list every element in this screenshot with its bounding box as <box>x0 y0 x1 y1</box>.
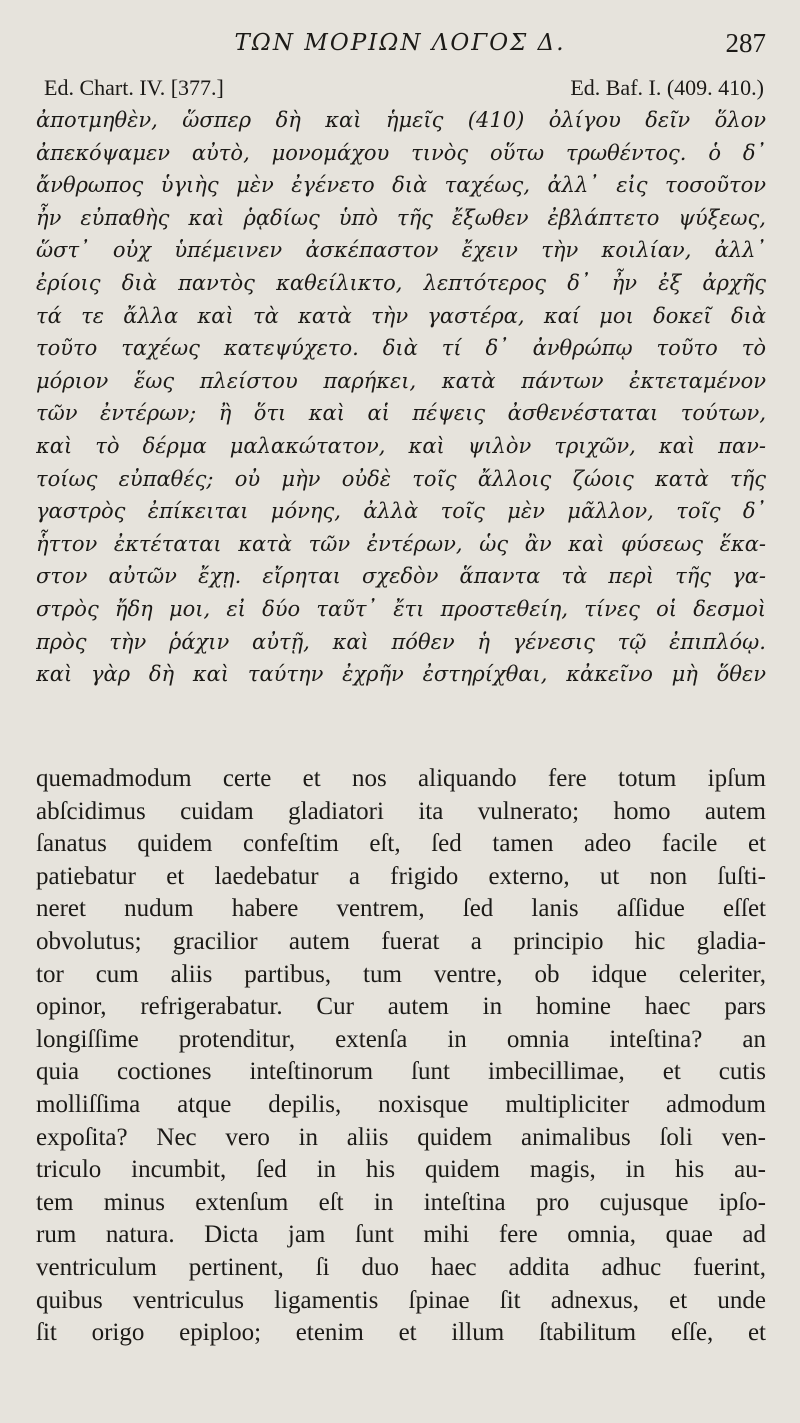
latin-line: ſit origo epiploo; etenim et illum ſtabilitum eſſe, et <box>36 1319 766 1347</box>
edition-reference-line <box>44 75 764 105</box>
latin-line: opinor, refrigerabatur. Cur autem in homine haec pars <box>36 993 766 1021</box>
greek-line: τά τε ἄλλα καὶ τὰ κατὰ τὴν γαστέρα, καί μοι δοκεῖ διὰ <box>36 303 766 328</box>
greek-line: στρὸς ἤδη μοι, εἰ δύο ταῦτ᾽ ἔτι προστεθείη, τίνες οἱ δεσμοὶ <box>36 596 766 621</box>
greek-line: καὶ γὰρ δὴ καὶ ταύτην ἐχρῆν ἐστηρίχθαι, κἀκεῖνο μὴ ὅθεν <box>36 662 766 687</box>
running-head <box>0 30 800 60</box>
greek-line: ἐρίοις διὰ παντὸς καθείλικτο, λεπτότερος δ᾽ ἦν ἐξ ἀρχῆς <box>36 270 766 295</box>
latin-translation-block <box>36 763 766 1350</box>
greek-line: καὶ τὸ δέρμα μαλακώτατον, καὶ ψιλὸν τριχῶν, καὶ παν- <box>36 433 766 458</box>
greek-line: στον αὐτῶν ἔχῃ. εἴρηται σχεδὸν ἅπαντα τὰ περὶ τῆς γα- <box>36 564 766 589</box>
greek-line: ὥστ᾽ οὐχ ὑπέμεινεν ἀσκέπαστον ἔχειν τὴν κοιλίαν, ἀλλ᾽ <box>36 238 766 263</box>
latin-line: rum natura. Dicta jam ſunt mihi fere omnia, quae ad <box>36 1221 766 1249</box>
latin-line: triculo incumbit, ſed in his quidem magis, in his au- <box>36 1156 766 1184</box>
latin-line: molliſſima atque depilis, noxisque multipliciter admodum <box>36 1090 766 1118</box>
edition-chart-reference: Ed. Chart. IV. [377.] <box>44 75 224 100</box>
greek-line: ἦν εὐπαθὴς καὶ ῥᾳδίως ὑπὸ τῆς ἔξωθεν ἐβλάπτετο ψύξεως, <box>36 205 766 230</box>
greek-line: τῶν ἐντέρων; ἢ ὅτι καὶ αἱ πέψεις ἀσθενέσταται τούτων, <box>36 401 766 426</box>
latin-line: longiſſime protenditur, extenſa in omnia inteſtina? an <box>36 1025 766 1053</box>
latin-line: neret nudum habere ventrem, ſed lanis aſſidue eſſet <box>36 895 766 923</box>
latin-line: abſcidimus cuidam gladiatori ita vulnerato; homo autem <box>36 797 766 825</box>
latin-line: patiebatur et laedebatur a frigido externo, ut non ſuſti- <box>36 862 766 890</box>
greek-line: πρὸς τὴν ῥάχιν αὐτῇ, καὶ πόθεν ἡ γένεσις τῷ ἐπιπλόῳ. <box>36 629 766 654</box>
latin-line: quibus ventriculus ligamentis ſpinae ſit adnexus, et unde <box>36 1286 766 1314</box>
greek-line: ἧττον ἐκτέταται κατὰ τῶν ἐντέρων, ὡς ἂν καὶ φύσεως ἕκα- <box>36 531 766 556</box>
latin-line: ventriculum pertinent, ſi duo haec addita adhuc fuerint, <box>36 1253 766 1281</box>
greek-line: γαστρὸς ἐπίκειται μόνης, ἀλλὰ τοῖς μὲν μᾶλλον, τοῖς δ᾽ <box>36 499 766 524</box>
running-title: ΤΩΝ ΜΟΡΙΩΝ ΛΟΓΟΣ Δ. <box>234 30 566 56</box>
greek-text-block <box>36 104 766 691</box>
latin-line: obvolutus; gracilior autem fuerat a principio hic gladia- <box>36 927 766 955</box>
latin-line: tor cum aliis partibus, tum ventre, ob idque celeriter, <box>36 960 766 988</box>
greek-line: μόριον ἕως πλείστου παρήκει, κατὰ πάντων ἐκτεταμένον <box>36 368 766 393</box>
greek-line: τοῦτο ταχέως κατεψύχετο. διὰ τί δ᾽ ἀνθρώπῳ τοῦτο τὸ <box>36 336 766 361</box>
greek-line: ἀπεκόψαμεν αὐτὸ, μονομάχου τινὸς οὕτω τρωθέντος. ὁ δ᾽ <box>36 140 766 165</box>
page-number: 287 <box>725 28 766 58</box>
latin-line: ſanatus quidem confeſtim eſt, ſed tamen adeo facile et <box>36 830 766 858</box>
latin-line: quia coctiones inteſtinorum ſunt imbecillimae, et cutis <box>36 1058 766 1086</box>
latin-line: quemadmodum certe et nos aliquando fere totum ipſum <box>36 765 766 792</box>
greek-line: ἄνθρωπος ὑγιὴς μὲν ἐγένετο διὰ ταχέως, ἀλλ᾽ εἰς τοσοῦτον <box>36 173 766 198</box>
edition-basel-reference: Ed. Baf. I. (409. 410.) <box>570 75 764 100</box>
greek-line: ἀποτμηθὲν, ὥσπερ δὴ καὶ ἡμεῖς (410) ὀλίγου δεῖν ὅλον <box>36 108 766 132</box>
greek-line: τοίως εὐπαθές; οὐ μὴν οὐδὲ τοῖς ἄλλοις ζώοις κατὰ τῆς <box>36 466 766 491</box>
latin-line: tem minus extenſum eſt in inteſtina pro cujusque ipſo- <box>36 1188 766 1216</box>
latin-line: expoſita? Nec vero in aliis quidem animalibus ſoli ven- <box>36 1123 766 1151</box>
